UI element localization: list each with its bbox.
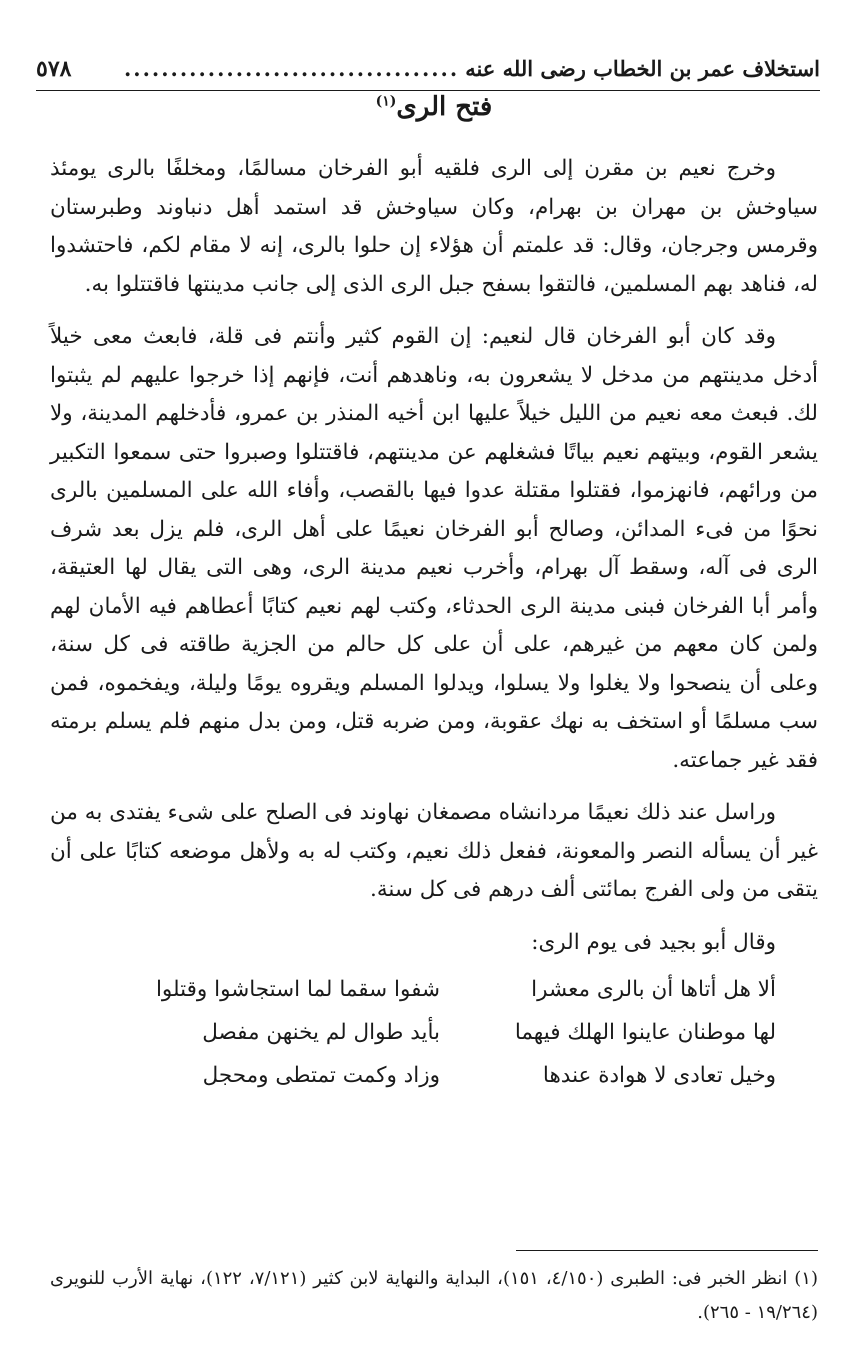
footnote: (١) انظر الخبر فى: الطبرى (٤/١٥٠، ١٥١)، البداية والنهاية لابن كثير (٧/١٢١، ١٢٢)، نهاية الأرب للنويرى (١٩/٢٦٤ - ٢٦٥). [50,1268,818,1323]
paragraph-1: وخرج نعيم بن مقرن إلى الرى فلقيه أبو الفرخان مسالمًا، ومخلفًا بالرى يومئذ سياوخش بن مهران بن بهرام، وكان سياوخش قد استمد أهل دنباوند وطبرستان وقرمس وجرجان، وقال: قد علمتم أن هؤلاء إن حلوا بالرى، إنه لا مقام لكم، فاحتشدوا له، فناهد بهم المسلمين، فالتقوا بسفح جبل الرى الذى إلى جانب مدينتها فاقتتلوا به. [50,156,818,297]
verse-2-first-hemistich: لها موطنان عاينوا الهلك فيهما [514,1020,776,1045]
header-rule [36,90,820,91]
leader-dots: .................................... [123,56,460,81]
running-title: استخلاف عمر بن الخطاب رضى الله عنه [465,56,820,81]
poem-intro: وقال أبو بجيد فى يوم الرى: [531,929,776,955]
paragraph-3: وراسل عند ذلك نعيمًا مردانشاه مصمغان نهاوند فى الصلح على شىء يفتدى به من غير أن يسأله النصر والمعونة، ففعل ذلك نعيم، وكتب له به ولأهل موضعه كتابًا على أن يتقى من ولى الفرج بمائتى ألف درهم فى كل سنة. [50,800,818,902]
page-number: ٥٧٨ [36,56,72,82]
running-head [36,56,820,82]
verse-3-first-hemistich: وخيل تعادى لا هوادة عندها [542,1063,776,1088]
verse-3 [50,1054,776,1097]
verse-2-second-hemistich: بأيد طوال لم يخنهن مفصل [202,1020,440,1045]
section-title-text: فتح الرى [396,92,493,122]
body-text [50,150,818,1097]
verse-3-second-hemistich: وزاد وكمت تمتطى ومحجل [202,1063,440,1088]
verse-2 [50,1011,776,1054]
verse-1-first-hemistich: ألا هل أتاها أن بالرى معشرا [531,977,776,1002]
footnote-reference: (١) [375,93,397,110]
verse-1-second-hemistich: شفوا سقما لما استجاشوا وقتلوا [155,977,440,1002]
footnote-rule [516,1250,818,1251]
poem [50,968,818,1097]
verse-1 [50,968,776,1011]
section-title [0,92,868,122]
paragraph-2: وقد كان أبو الفرخان قال لنعيم: إن القوم كثير وأنتم فى قلة، فابعث معى خيلاً أدخل مدينتهم من مدخل لا يشعرون به، وناهدهم أنت، فإنهم إذا خرجوا عليهم لم يثبتوا لك. فبعث معه نعيم من الليل خيلاً عليها ابن أخيه المنذر بن عمرو، فأدخلهم المدينة، ولا يشعر القوم، وبيتهم نعيم بياتًا فشغلهم عن مدينتهم، فاقتتلوا وصبروا حتى سمعوا التكبير من ورائهم، فانهزموا، فقتلوا مقتلة عدوا فيها بالقصب، وأفاء الله على المسلمين بالرى نحوًا من فىء المدائن، وصالح أبو الفرخان نعيمًا على أهل الرى، فلم يزل بعد شرف الرى فى آله، وسقط آل بهرام، وأخرب نعيم مدينة الرى، وهى التى يقال لها العتيقة، وأمر أبا الفرخان فبنى مدينة الرى الحدثاء، وكتب لهم نعيم كتابًا أعطاهم فيه الأمان لهم ولمن كان معهم من غيرهم، على أن على كل حالم من الجزية طاقته فى كل سنة، وعلى أن ينصحوا ولا يغلوا ولا يسلوا، ويدلوا المسلم ويقروه يومًا وليلة، ويفخموه، فمن سب مسلمًا أو استخف به نهك عقوبة، ومن ضربه قتل، ومن بدل منهم فلم يسلم برمته فقد غير جماعته. [50,324,818,773]
